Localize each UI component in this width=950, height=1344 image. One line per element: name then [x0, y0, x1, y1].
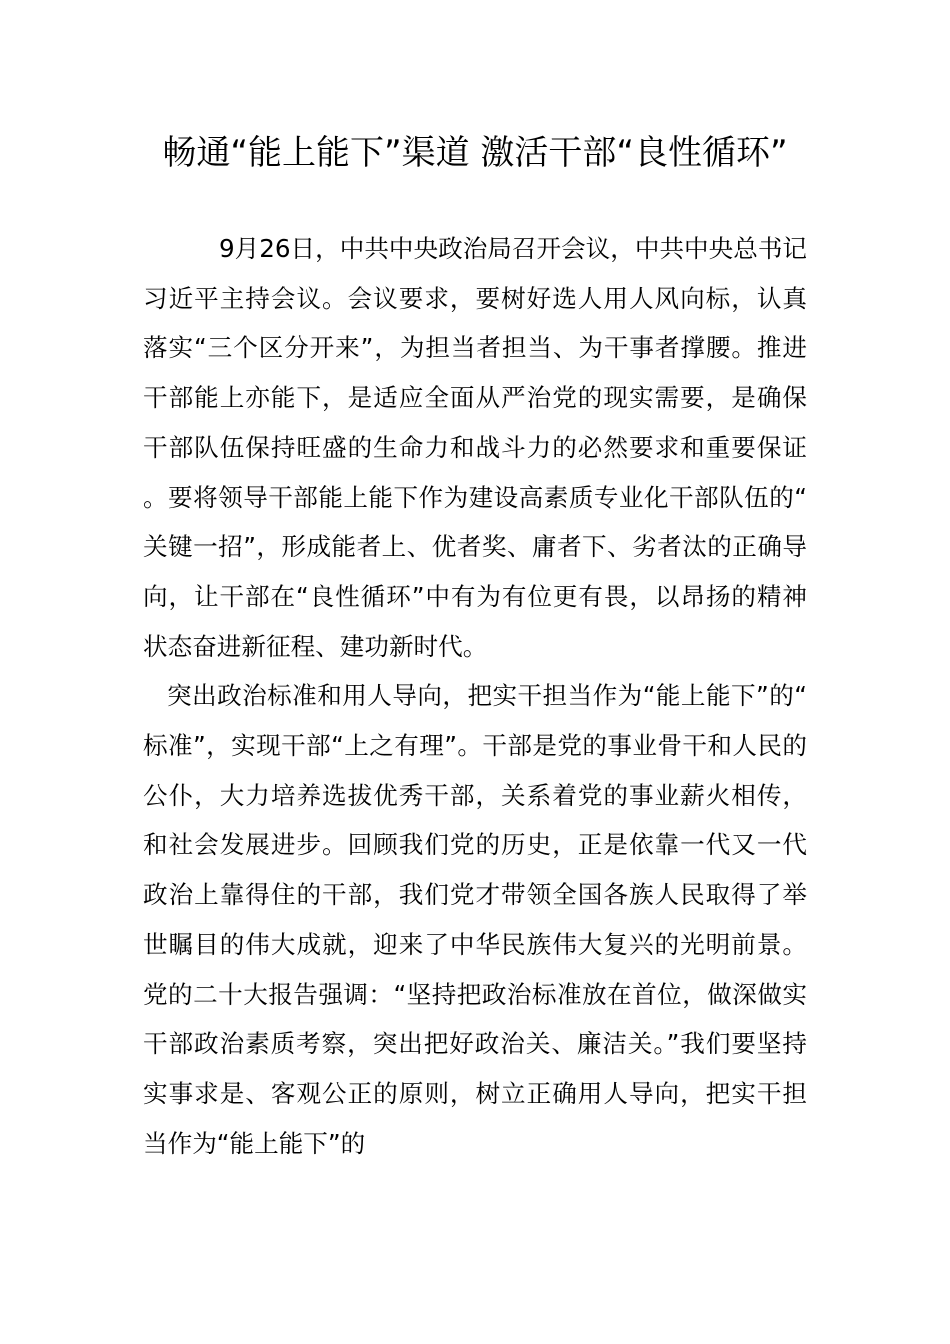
paragraph-1: 9月26日，中共中央政治局召开会议，中共中央总书记习近平主持会议。会议要求，要树好选人用人风向标，认真落实“三个区分开来”，为担当者担当、为干事者撑腰。推进干部能上亦能下，是适应全面从严治党的现实需要，是确保干部队伍保持旺盛的生命力和战斗力的必然要求和重要保证。要将领导干部能上能下作为建设高素质专业化干部队伍的“关键一招”，形成能者上、优者奖、庸者下、劣者汰的正确导向，让干部在“良性循环”中有为有位更有畏，以昂扬的精神状态奋进新征程、建功新时代。 — [143, 234, 808, 661]
document-body — [143, 224, 807, 1168]
document-title: 畅通“能上能下”渠道 激活干部“良性循环” — [162, 133, 788, 173]
paragraph-2: 突出政治标准和用人导向，把实干担当作为“能上能下”的“标准”，实现干部“上之有理”。干部是党的事业骨干和人民的公仆，大力培养选拔优秀干部，关系着党的事业薪火相传，和社会发展进步。回顾我们党的历史，正是依靠一代又一代政治上靠得住的干部，我们党才带领全国各族人民取得了举世瞩目的伟大成就，迎来了中华民族伟大复兴的光明前景。党的二十大报告强调：“坚持把政治标准放在首位，做深做实干部政治素质考察，突出把好政治关、廉洁关。”我们要坚持实事求是、客观公正的原则，树立正确用人导向，把实干担当作为“能上能下”的 — [143, 681, 807, 1158]
